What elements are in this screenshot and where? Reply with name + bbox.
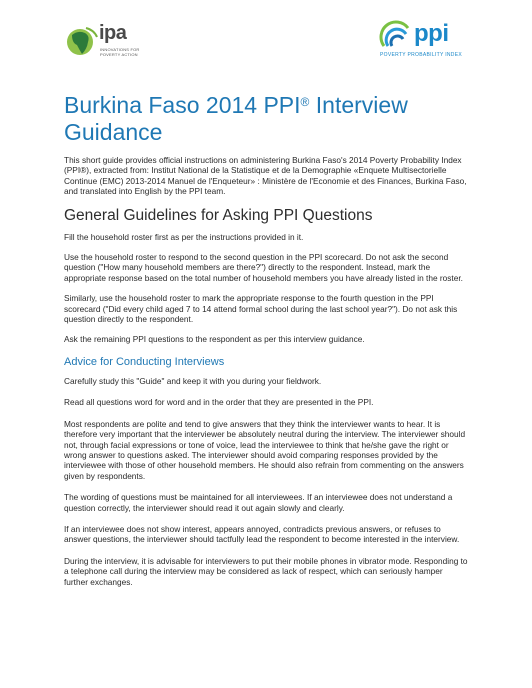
paragraph: Similarly, use the household roster to mark the appropriate response to the fourth question in the PPI scorecard ("Did every child aged 7 to 14 attend formal school during the last school year?"). Do not ask this question directly to the respondent. [64,293,458,325]
ppi-wordmark: ppi [414,20,449,47]
paragraph: Carefully study this "Guide" and keep it with you during your fieldwork. [64,375,322,386]
ppi-arc-icon [378,16,414,50]
paragraph: Use the household roster to respond to the second question in the PPI scorecard. Do not ask the second question ("How many household members are there?") directly to the respondent. Instead, mark the appropriate response based on the total number of household members you have already listed in the roster. [64,252,463,283]
section-heading-general-guidelines: General Guidelines for Asking PPI Questions [64,206,373,224]
page-title: Burkina Faso 2014 PPI® Interview Guidance [64,92,408,145]
paragraph: Ask the remaining PPI questions to the respondent as per this interview guidance. [64,334,365,345]
page-header [0,0,532,78]
paragraph: During the interview, it is advisable for interviewers to put their mobile phones in vibrator mode. Responding to a telephone call during the interview may be considered as lack of respect, which can seriously hamper further exchanges. [64,555,468,587]
paragraph: If an interviewee does not show interest, appears annoyed, contradicts previous answers, or refuses to answer questions, the interviewer should tactfully lead the respondent to become interested in the interview. [64,523,460,545]
ipa-tagline-2: POVERTY ACTION [100,52,138,57]
paragraph: Read all questions word for word and in the order that they are presented in the PPI. [64,397,374,408]
section-heading-advice: Advice for Conducting Interviews [64,355,225,368]
ppi-logo [378,14,474,60]
africa-globe-icon [66,22,100,62]
registered-mark: ® [300,95,310,109]
document-body [64,92,468,587]
ipa-logo [66,18,176,68]
intro-paragraph: This short guide provides official instructions on administering Burkina Faso's 2014 Poverty Probability Index (PPI®), extracted from: Institut National de la Statistique et de la Demographie «Enquete Multisectorielle Continue (EMC) 2013-2014 Manuel de l'Enqueteur» : Ministère de l'Economie et des Finances, Burkina Faso, and translated into English by the PPI team. [64,155,467,197]
ipa-tagline-1: INNOVATIONS FOR [100,47,140,52]
ipa-wordmark: ipa [99,22,127,44]
ppi-subtitle: POVERTY PROBABILITY INDEX [380,52,462,58]
paragraph: Fill the household roster first as per the instructions provided in it. [64,231,304,242]
paragraph: Most respondents are polite and tend to give answers that they think the interviewer wants to hear. It is therefore very important that the interviewer be absolutely neutral during the interview. The interviewer should not, through facial expressions or tone of voice, lead the interviewee to think that he/she gave the right or wrong answer to questions asked. The interviewer should avoid comparing responses provided by the interviewee with those of other household members. He should also refrain from commenting on the answers given by respondents. [64,418,466,481]
paragraph: The wording of questions must be maintained for all interviewees. If an interviewee does not understand a question correctly, the interviewer should read it out again slowly and clearly. [64,492,453,513]
